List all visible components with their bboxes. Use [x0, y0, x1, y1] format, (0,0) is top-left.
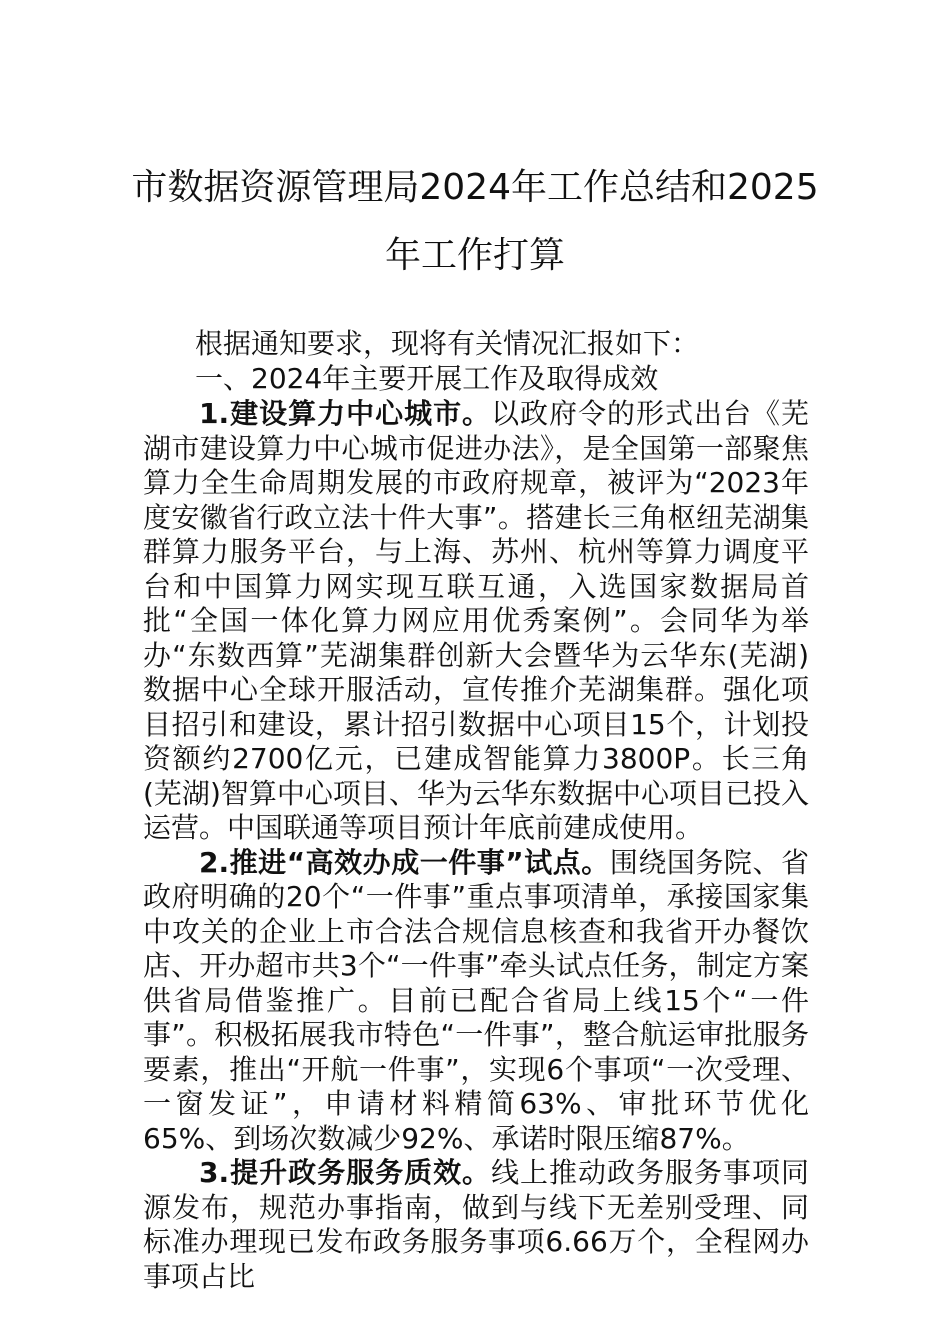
section-heading: 一、2024年主要开展工作及取得成效 [195, 362, 659, 395]
document-title-line-2: 年工作打算 [384, 235, 565, 276]
intro-paragraph: 根据通知要求，现将有关情况汇报如下： [195, 327, 700, 360]
item-paragraph-2 [143, 846, 809, 1157]
item-text: 线上推动政务服务事项同源发布，规范办事指南，做到与线下无差别受理、同标准办理现已发布政务服务事项6.66万个，全程网办事项占比 [143, 1156, 809, 1293]
item-paragraph-1 [143, 397, 809, 846]
item-lead: 2.推进“高效办成一件事”试点。 [199, 845, 610, 879]
item-paragraph-3 [143, 1156, 809, 1294]
item-text: 以政府令的形式出台《芜湖市建设算力中心城市促进办法》，是全国第一部聚焦算力全生命周期发展的市政府规章，被评为“2023年度安徽省行政立法十件大事”。搭建长三角枢纽芜湖集群算力服务平台，与上海、苏州、杭州等算力调度平台和中国算力网实现互联互通，入选国家数据局首批“全国一体化算力网应用优秀案例”。会同华为举办“东数西算”芜湖集群创新大会暨华为云华东(芜湖)数据中心全球开服活动，宣传推介芜湖集群。强化项目招引和建设，累计招引数据中心项目15个，计划投资额约2700亿元，已建成智能算力3800P。长三角(芜湖)智算中心项目、华为云华东数据中心项目已投入运营。中国联通等项目预计年底前建成使用。 [143, 397, 809, 844]
item-lead: 3.提升政务服务质效。 [199, 1156, 492, 1189]
item-text: 围绕国务院、省政府明确的20个“一件事”重点事项清单，承接国家集中攻关的企业上市合法合规信息核查和我省开办餐饮店、开办超市共3个“一件事”牵头试点任务，制定方案供省局借鉴推广。目前已配合省局上线15个“一件事”。积极拓展我市特色“一件事”，整合航运审批服务要素，推出“开航一件事”，实现6个事项“一次受理、一窗发证”，申请材料精简63%、审批环节优化65%、到场次数减少92%、承诺时限压缩87%。 [143, 845, 809, 1155]
document-body [143, 397, 809, 1294]
document-title-line-1: 市数据资源管理局2024年工作总结和2025 [131, 167, 819, 208]
item-lead: 1.建设算力中心城市。 [199, 397, 492, 430]
